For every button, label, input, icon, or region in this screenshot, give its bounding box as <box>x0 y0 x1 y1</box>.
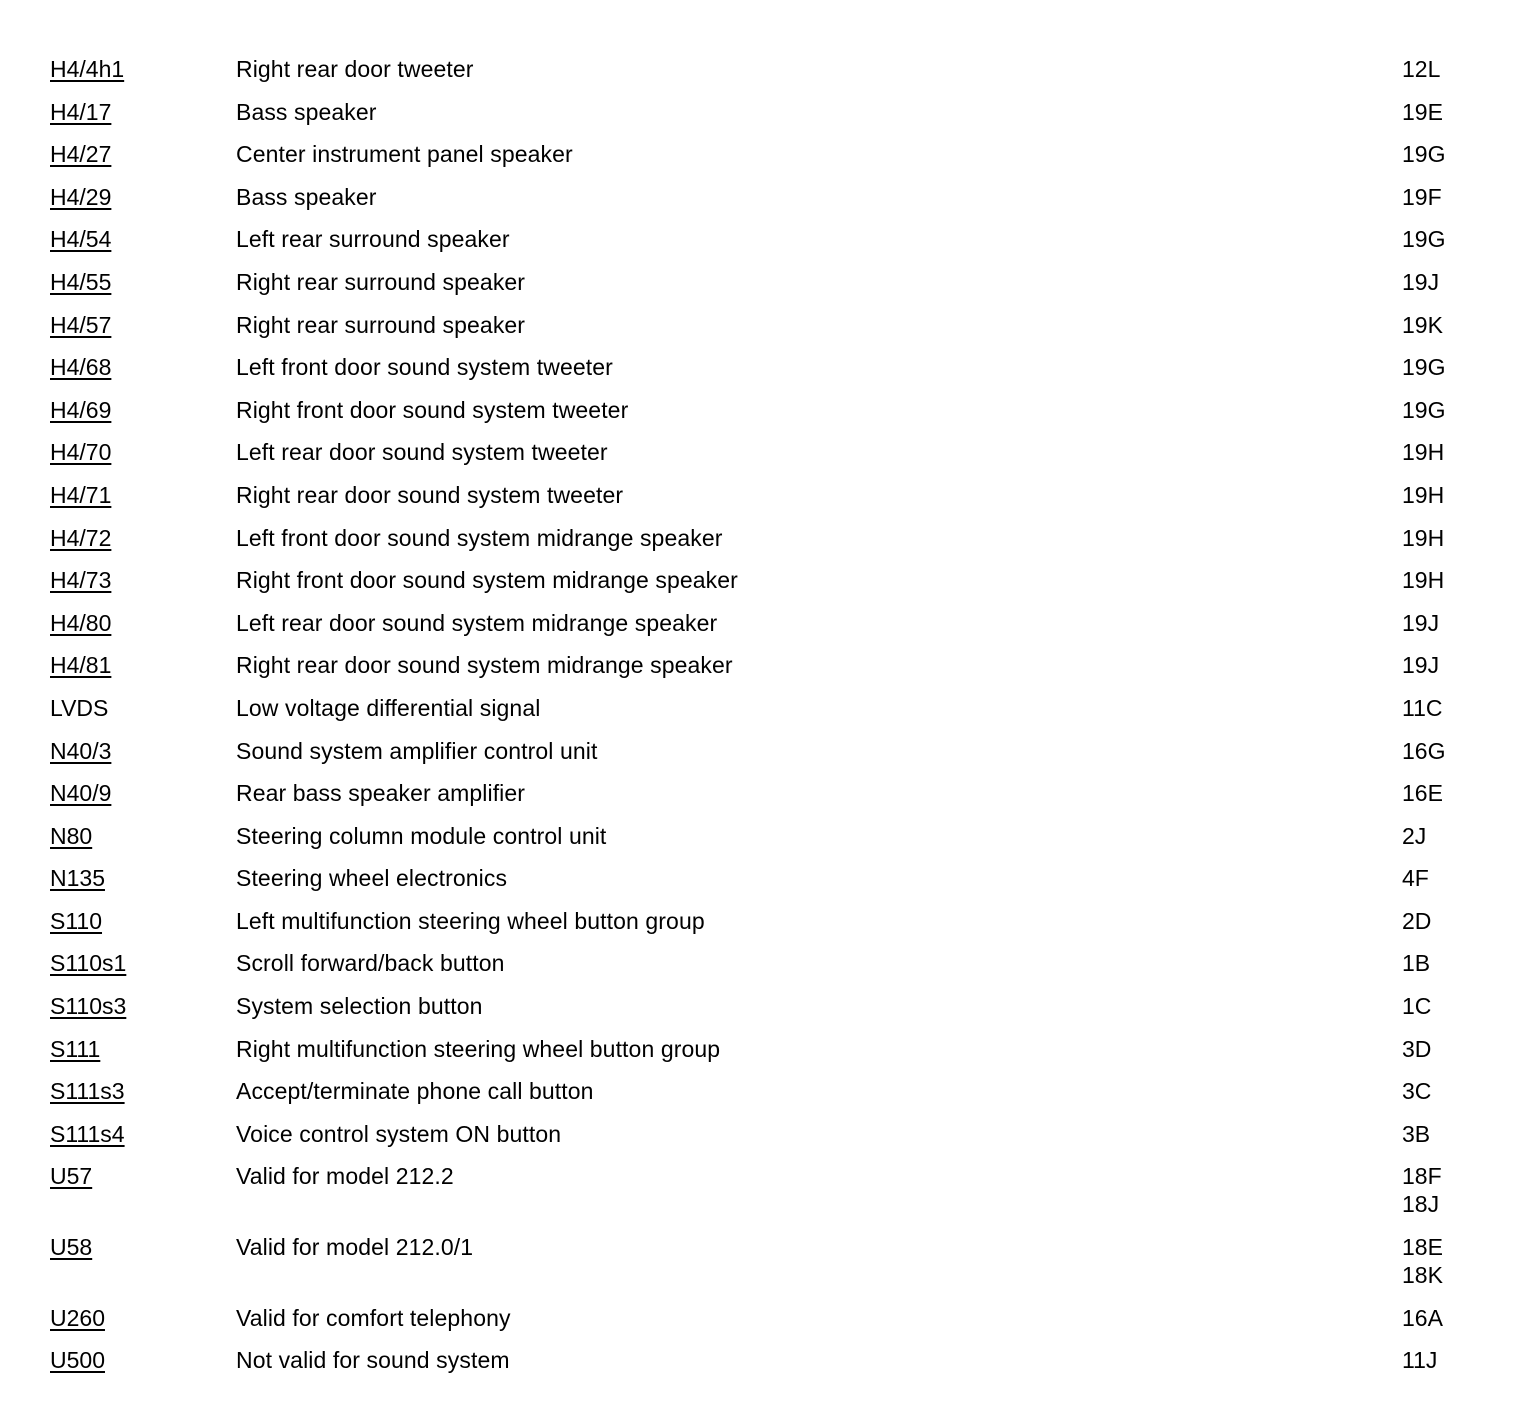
legend-row <box>50 1158 1470 1229</box>
grid-reference <box>1402 179 1442 211</box>
grid-reference <box>1402 562 1444 594</box>
legend-row <box>50 647 1470 690</box>
grid-reference-value: 19H <box>1402 567 1445 594</box>
grid-reference-value: 3C <box>1402 1078 1432 1105</box>
legend-row <box>50 818 1470 861</box>
grid-reference <box>1402 1342 1437 1374</box>
grid-reference-value: 11J <box>1402 1347 1438 1374</box>
component-code-link[interactable]: S111s3 <box>50 1078 125 1105</box>
legend-row <box>50 349 1470 392</box>
component-code-link[interactable]: S110 <box>50 907 103 934</box>
legend-row <box>50 94 1470 137</box>
grid-reference-value: 16E <box>1402 780 1443 807</box>
grid-reference <box>1402 1300 1443 1332</box>
grid-reference <box>1402 647 1439 679</box>
legend-row <box>50 520 1470 563</box>
grid-reference-value: 19H <box>1402 439 1445 466</box>
legend-row <box>50 179 1470 222</box>
component-code-link[interactable]: H4/72 <box>50 524 112 551</box>
component-code-link[interactable]: S111 <box>50 1035 101 1062</box>
component-description: System selection button <box>236 993 483 1020</box>
grid-reference-value: 12L <box>1402 56 1441 82</box>
component-description: Bass speaker <box>236 98 377 125</box>
grid-reference-value: 19K <box>1402 311 1443 338</box>
grid-reference <box>1402 349 1445 381</box>
grid-reference <box>1402 860 1429 892</box>
grid-reference-value: 16G <box>1402 737 1446 764</box>
component-code-link[interactable]: H4/73 <box>50 567 112 594</box>
component-code-link[interactable]: N40/9 <box>50 780 112 807</box>
component-description: Sound system amplifier control unit <box>236 737 598 764</box>
component-code-link[interactable]: U260 <box>50 1304 105 1331</box>
component-description: Accept/terminate phone call button <box>236 1078 594 1105</box>
legend-row <box>50 605 1470 648</box>
legend-row <box>50 1073 1470 1116</box>
component-description: Valid for model 212.0/1 <box>236 1234 474 1261</box>
component-code-link[interactable]: H4/55 <box>50 268 112 295</box>
grid-reference-value: 19G <box>1402 396 1446 423</box>
component-code-link[interactable]: H4/81 <box>50 652 112 679</box>
component-description: Rear bass speaker amplifier <box>236 780 526 807</box>
legend-row <box>50 221 1470 264</box>
grid-reference-value: 19G <box>1402 226 1446 253</box>
grid-reference-value: 19G <box>1402 141 1446 168</box>
component-code-link[interactable]: H4/27 <box>50 141 112 168</box>
legend-row <box>50 775 1470 818</box>
grid-reference-value: 19H <box>1402 524 1445 551</box>
grid-reference <box>1402 1158 1442 1218</box>
grid-reference-value: 2D <box>1402 907 1432 934</box>
component-description: Right rear door sound system midrange speaker <box>236 652 733 679</box>
component-code-link[interactable]: H4/4h1 <box>50 56 125 82</box>
grid-reference-value: 19E <box>1402 98 1443 125</box>
grid-reference <box>1402 221 1445 253</box>
legend-row <box>50 1116 1470 1159</box>
grid-reference-value: 18J <box>1402 1191 1440 1218</box>
component-description: Right front door sound system midrange speaker <box>236 567 738 594</box>
grid-reference <box>1402 733 1445 765</box>
component-code-link[interactable]: S110s3 <box>50 993 127 1020</box>
component-code-link[interactable]: U57 <box>50 1163 93 1190</box>
legend-row <box>50 988 1470 1031</box>
component-description: Not valid for sound system <box>236 1347 510 1374</box>
component-description: Left rear door sound system tweeter <box>236 439 608 466</box>
component-description: Low voltage differential signal <box>236 694 541 721</box>
component-description: Right rear door sound system tweeter <box>236 481 624 508</box>
legend-row <box>50 136 1470 179</box>
component-description: Voice control system ON button <box>236 1120 562 1147</box>
grid-reference <box>1402 605 1439 637</box>
grid-reference <box>1402 1073 1431 1105</box>
grid-reference-value: 11C <box>1402 694 1443 721</box>
grid-reference <box>1402 264 1439 296</box>
grid-reference <box>1402 136 1445 168</box>
legend-row <box>50 860 1470 903</box>
grid-reference <box>1402 307 1443 339</box>
component-code-link[interactable]: H4/68 <box>50 354 112 381</box>
grid-reference <box>1402 1116 1430 1148</box>
grid-reference-value: 19G <box>1402 354 1446 381</box>
component-description: Scroll forward/back button <box>236 950 505 977</box>
grid-reference <box>1402 94 1443 126</box>
component-description: Left front door sound system tweeter <box>236 354 613 381</box>
legend-row <box>50 562 1470 605</box>
grid-reference-value: 18F <box>1402 1163 1442 1190</box>
component-code-link[interactable]: H4/80 <box>50 609 112 636</box>
component-code-link[interactable]: H4/54 <box>50 226 112 253</box>
component-code-link[interactable]: H4/69 <box>50 396 112 423</box>
grid-reference-value: 1B <box>1402 950 1431 977</box>
component-description: Steering wheel electronics <box>236 865 508 892</box>
grid-reference-value: 19F <box>1402 183 1442 210</box>
legend-row <box>50 1031 1470 1074</box>
grid-reference-value: 18K <box>1402 1262 1443 1289</box>
legend-row <box>50 690 1470 733</box>
component-description: Valid for comfort telephony <box>236 1304 511 1331</box>
grid-reference <box>1402 51 1440 83</box>
component-code-link[interactable]: H4/70 <box>50 439 112 466</box>
legend-row <box>50 477 1470 520</box>
grid-reference <box>1402 818 1426 850</box>
legend-row <box>50 1342 1470 1385</box>
grid-reference-value: 1C <box>1402 993 1432 1020</box>
component-code-link[interactable]: N40/3 <box>50 737 112 764</box>
component-description: Left front door sound system midrange speaker <box>236 524 723 551</box>
grid-reference-value: 19J <box>1402 652 1440 679</box>
grid-reference <box>1402 775 1443 807</box>
component-code: LVDS <box>50 694 109 721</box>
grid-reference <box>1402 988 1431 1020</box>
component-legend-list <box>50 51 1470 1385</box>
grid-reference-value: 19J <box>1402 268 1440 295</box>
component-code-link[interactable]: N80 <box>50 822 93 849</box>
legend-row <box>50 392 1470 435</box>
component-code-link[interactable]: S110s1 <box>50 950 127 977</box>
grid-reference-value: 18E <box>1402 1234 1443 1261</box>
component-description: Valid for model 212.2 <box>236 1163 454 1190</box>
component-code-link[interactable]: S111s4 <box>50 1120 125 1147</box>
component-code-link[interactable]: H4/71 <box>50 481 112 508</box>
legend-row <box>50 1229 1470 1300</box>
grid-reference <box>1402 434 1444 466</box>
component-description: Bass speaker <box>236 183 377 210</box>
component-code-link[interactable]: U58 <box>50 1234 93 1261</box>
grid-reference-value: 4F <box>1402 865 1429 892</box>
grid-reference <box>1402 392 1445 424</box>
grid-reference <box>1402 945 1430 977</box>
component-code-link[interactable]: H4/57 <box>50 311 112 338</box>
grid-reference-value: 3D <box>1402 1035 1432 1062</box>
grid-reference <box>1402 477 1444 509</box>
component-description: Left rear surround speaker <box>236 226 510 253</box>
component-description: Left rear door sound system midrange speaker <box>236 609 718 636</box>
legend-row <box>50 51 1470 94</box>
component-description: Right rear surround speaker <box>236 311 526 338</box>
grid-reference-value: 19J <box>1402 609 1440 636</box>
component-code-link[interactable]: U500 <box>50 1347 105 1374</box>
legend-row <box>50 264 1470 307</box>
grid-reference-value: 2J <box>1402 822 1427 849</box>
component-description: Center instrument panel speaker <box>236 141 573 168</box>
grid-reference <box>1402 520 1444 552</box>
grid-reference <box>1402 690 1443 722</box>
legend-row <box>50 945 1470 988</box>
grid-reference <box>1402 1229 1443 1289</box>
legend-row <box>50 733 1470 776</box>
component-description: Right rear door tweeter <box>236 56 474 82</box>
legend-row <box>50 434 1470 477</box>
legend-row <box>50 903 1470 946</box>
grid-reference-value: 16A <box>1402 1304 1443 1331</box>
grid-reference <box>1402 1031 1431 1063</box>
component-description: Steering column module control unit <box>236 822 607 849</box>
component-description: Right multifunction steering wheel button group <box>236 1035 721 1062</box>
component-code-link[interactable]: H4/17 <box>50 98 112 125</box>
legend-row <box>50 1300 1470 1343</box>
grid-reference-value: 19H <box>1402 481 1445 508</box>
component-description: Right front door sound system tweeter <box>236 396 629 423</box>
grid-reference <box>1402 903 1431 935</box>
component-code-link[interactable]: N135 <box>50 865 105 892</box>
grid-reference-value: 3B <box>1402 1120 1431 1147</box>
component-description: Right rear surround speaker <box>236 268 526 295</box>
component-code-link[interactable]: H4/29 <box>50 183 112 210</box>
legend-row <box>50 307 1470 350</box>
component-description: Left multifunction steering wheel button group <box>236 907 705 934</box>
